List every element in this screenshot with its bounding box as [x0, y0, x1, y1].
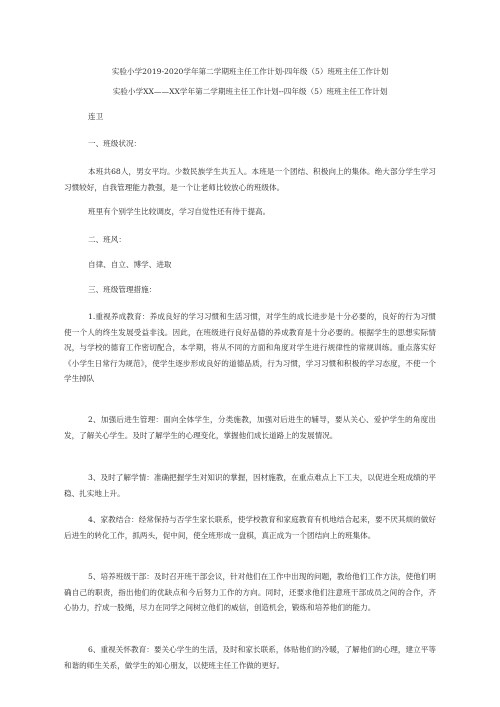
paragraph-class-overview: 本班共68人，男女平均。少数民族学生共五人。本班是一个团结、积极向上的集体。绝大部分学生学习习惯较好，自我管理能力教强，是一个让老师比较放心的班级体。: [64, 167, 436, 192]
author-name: 连卫: [88, 112, 104, 121]
measure-habit-education: 1.重视养成教育：养成良好的学习习惯和生活习惯，对学生的成长进步是十分必要的，良好的行为习惯使一个人的终生发展受益非浅。因此，在班级进行良好品德的养成教育是十分必要的。根据学生的思想实际情况，与学校的德育工作密切配合，本学期，将从不同的方面和角度对学生进行规律性的常规训练。重点落实好《小学生日常行为规范》，使学生逐步形成良好的道德品质，行为习惯，学习习惯和积极的学习态度，不使一个学生掉队: [64, 312, 436, 384]
measure-struggling-students: 2、加强后进生管理：面向全体学生，分类施教，加强对后进生的辅导，要从关心、爱护学生的角度出发，了解关心学生。及时了解学生的心理变化，掌握他们成长道路上的发展情况。: [64, 415, 436, 440]
paragraph-class-note: 班里有个别学生比较调皮，学习自觉性还有待于提高。: [88, 207, 271, 216]
section-heading-management: 三、班级管理措施：: [88, 285, 157, 294]
measure-learning-status: 3、及时了解学情：准确把握学生对知识的掌握，因材施教，在重点难点上下工夫，以促进全班成绩的平稳、扎实地上升。: [64, 473, 436, 498]
measure-home-school: 4、家教结合：经常保持与否学生家长联系，使学校教育和家庭教育有机地结合起来，要不厌其烦的做好后进生的转化工作，抓两头，促中间，使全班形成一盘棋，真正成为一个团结向上的班集体。: [64, 515, 436, 540]
document-subtitle: 实验小学XX——XX学年第二学期班主任工作计划--四年级（5）班班主任工作计划: [112, 87, 388, 96]
section-heading-class-status: 一、班级状况：: [88, 139, 142, 148]
section-heading-class-spirit: 二、班风：: [88, 235, 126, 244]
class-spirit-motto: 自律、自立、博学、进取: [88, 260, 172, 269]
measure-class-cadres: 5、培养班级干部：及时召开班干部会议，针对他们在工作中出现的问题，教给他们工作方法，使他们明确自己的职责，指出他们的优缺点和今后努力工作的方向。同时，还要求他们注意班干部成员之间的合作，齐心协力，拧成一股绳，尽力在同学之间树立他们的威信，创造机会，锻炼和培养他们的能力。: [64, 572, 436, 613]
measure-care-education: 6、重视关怀教育：要关心学生的生活，及时和家长联系，体贴他们的冷暖，了解他们的心理，建立平等和谐的师生关系，做学生的知心朋友，以使班主任工作做的更好。: [64, 645, 436, 670]
document-title: 实验小学2019-2020学年第二学期班主任工作计划-四年级（5）班班主任工作计划: [111, 67, 389, 76]
